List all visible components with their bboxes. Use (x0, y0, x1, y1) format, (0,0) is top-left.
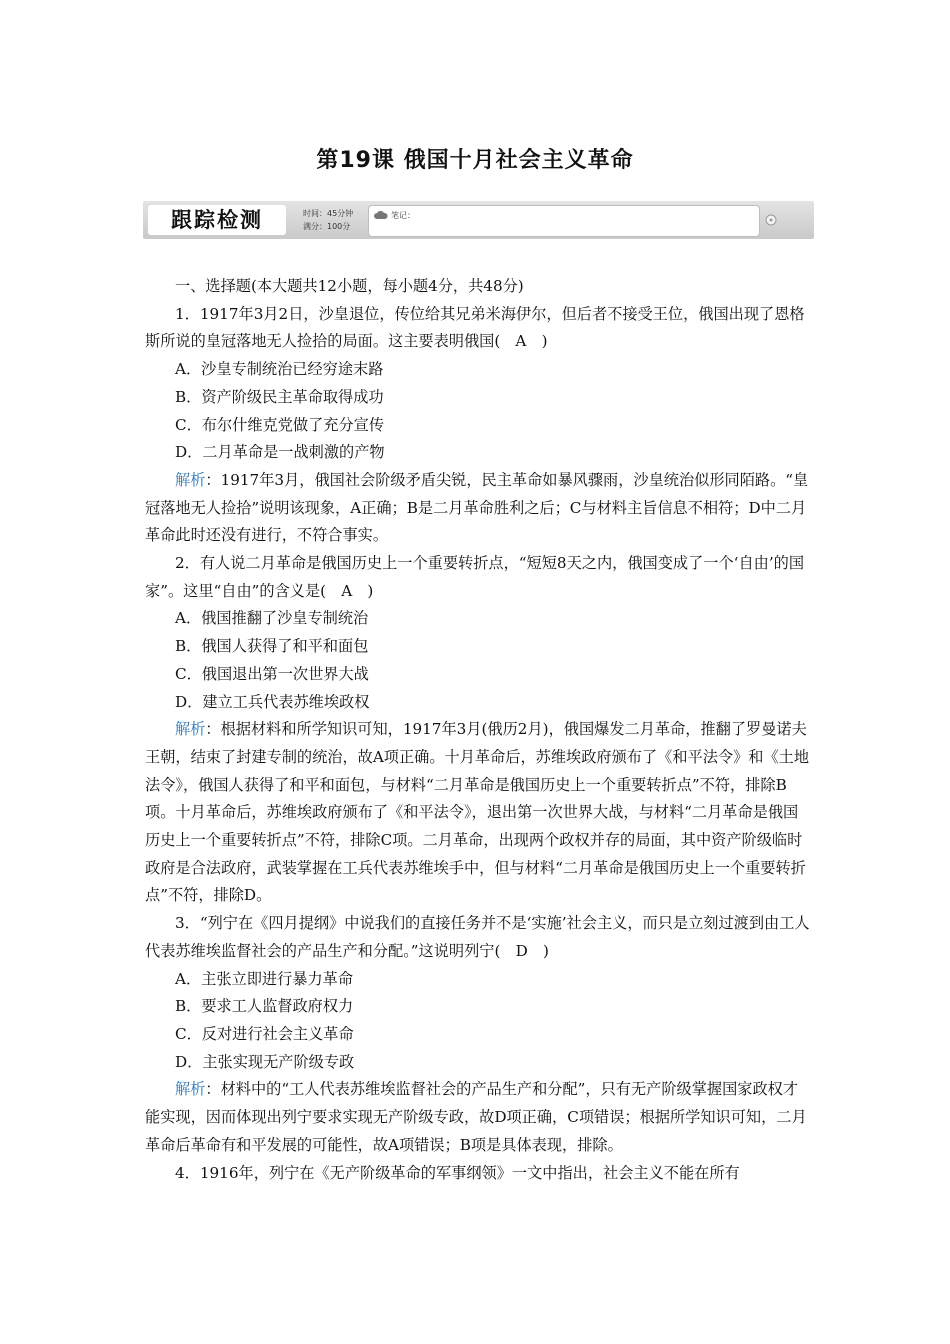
q2-option-d: D．建立工兵代表苏维埃政权 (175, 692, 370, 711)
banner-meta (303, 207, 353, 233)
q1-option-a: A．沙皇专制统治已经穷途末路 (175, 360, 384, 379)
notes-label: 笔记： (391, 211, 415, 220)
analysis-label: 解析 (175, 720, 206, 739)
q3-option-c: C．反对进行社会主义革命 (175, 1024, 354, 1043)
q1-option-c: C．布尔什维克党做了充分宣传 (175, 415, 385, 434)
section-heading: 一、选择题(本大题共12小题，每小题4分，共48分) (175, 277, 524, 295)
question-1: 1．1917年3月2日，沙皇退位，传位给其兄弟米海伊尔，但后者不接受王位，俄国出现了恩格斯所说的皇冠落地无人捡拾的局面。这主要表明俄国( A ) (145, 304, 805, 351)
time-limit: 时间：45分钟 (303, 209, 354, 218)
q2-option-c: C．俄国退出第一次世界大战 (175, 664, 369, 683)
q3-option-b: B．要求工人监督政府权力 (175, 997, 354, 1016)
analysis-label: 解析 (175, 1080, 206, 1099)
full-score: 满分：100分 (303, 222, 351, 231)
tracking-banner (143, 201, 814, 239)
q2-option-b: B．俄国人获得了和平和面包 (175, 637, 369, 656)
question-3: 3．“列宁在《四月提纲》中说我们的直接任务并不是‘实施’社会主义，而只是立刻过渡到由工人代表苏维埃监督社会的产品生产和分配。”这说明列宁( D ) (145, 914, 810, 960)
q2-analysis (145, 716, 813, 910)
analysis-text: ：根据材料和所学知识可知，1917年3月(俄历2月)，俄国爆发二月革命，推翻了罗曼诺夫王朝，结束了封建专制的统治，故A项正确。十月革命后，苏维埃政府颁布了《和平法令》和《土地法令》，俄国人获得了和平和面包，与材料“二月革命是俄国历史上一个重要转折点”不符，排除B项。十月革命后，苏维埃政府颁布了《和平法令》，退出第一次世界大战，与材料“二月革命是俄国历史上一个重要转折点”不符，排除C项。二月革命，出现两个政权并存的局面，其中资产阶级临时政府是合法政府，武装掌握在工兵代表苏维埃手中，但与材料“二月革命是俄国历史上一个重要转折点”不符，排除D。 (145, 720, 810, 905)
analysis-text: ：1917年3月，俄国社会阶级矛盾尖锐，民主革命如暴风骤雨，沙皇统治似形同陌路。“皇冠落地无人捡拾”说明该现象，A正确；B是二月革命胜利之后；C与材料主旨信息不相符；D中二月革命此时还没有进行，不符合事实。 (145, 470, 809, 545)
question-4: 4．1916年，列宁在《无产阶级革命的军事纲领》一文中指出，社会主义不能在所有 (175, 1163, 740, 1182)
page-title: 第19课 俄国十月社会主义革命 (316, 148, 634, 173)
notes-box[interactable] (368, 205, 760, 237)
disc-icon (765, 214, 777, 226)
analysis-text: ：材料中的“工人代表苏维埃监督社会的产品生产和分配”，只有无产阶级掌握国家政权才能实现，因而体现出列宁要求实现无产阶级专政，故D项正确，C项错误；根据所学知识可知，二月革命后革命有和平发展的可能性，故A项错误；B项是具体表现，排除。 (145, 1080, 807, 1154)
q1-option-d: D．二月革命是一战刺激的产物 (175, 443, 385, 462)
banner-label: 跟踪检测 (148, 205, 286, 235)
analysis-label: 解析 (175, 470, 206, 489)
q2-option-a: A．俄国推翻了沙皇专制统治 (175, 609, 369, 628)
question-2: 2．有人说二月革命是俄国历史上一个重要转折点，“短短8天之内，俄国变成了一个‘自由’的国家”。这里“自由”的含义是( A ) (145, 554, 805, 600)
content (145, 273, 813, 1187)
q1-option-b: B．资产阶级民主革命取得成功 (175, 387, 384, 406)
cloud-icon (374, 211, 388, 220)
q1-analysis (145, 467, 813, 550)
q3-option-a: A．主张立即进行暴力革命 (175, 969, 354, 988)
q3-analysis (145, 1076, 813, 1159)
q3-option-d: D．主张实现无产阶级专政 (175, 1052, 355, 1071)
